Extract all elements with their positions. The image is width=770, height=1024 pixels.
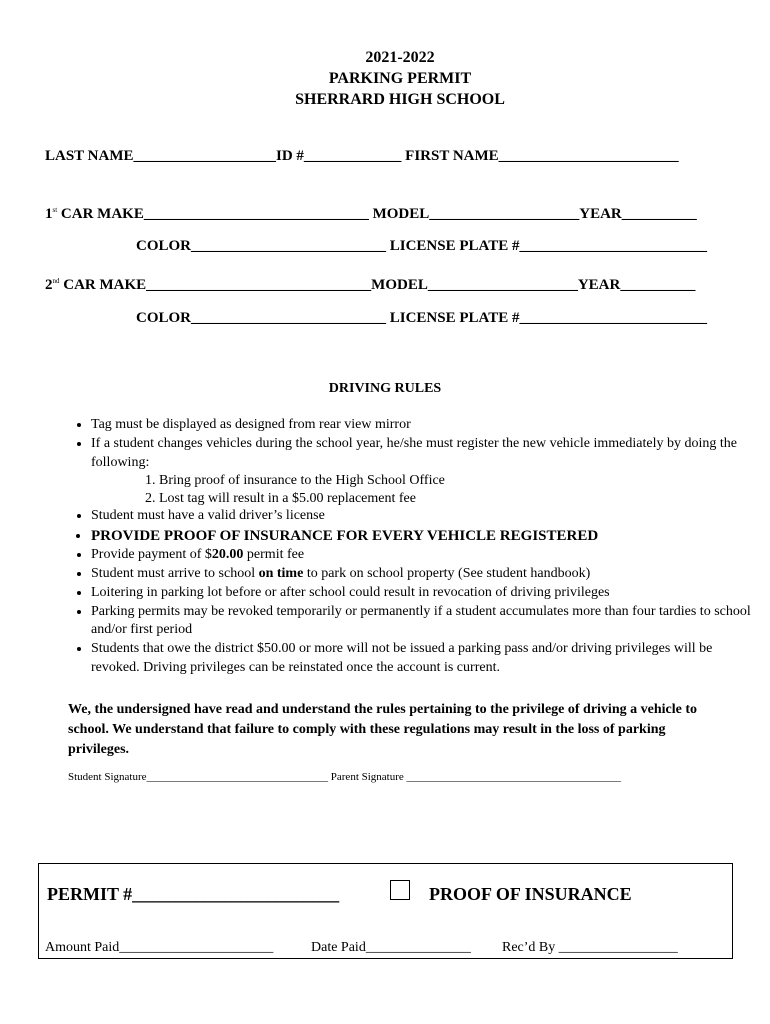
rule-item: • Student must have a valid driver’s license xyxy=(91,507,751,526)
car2-make-line[interactable] xyxy=(45,272,695,294)
rule-sub-item: 2. Lost tag will result in a $5.00 replacement fee xyxy=(159,490,751,508)
car2-make-text: CAR MAKE______________________________MODEL____________________YEAR__________ xyxy=(59,277,696,293)
car2-ordinal: nd xyxy=(52,277,60,285)
rule-item: • Tag must be displayed as designed from rear view mirror xyxy=(91,416,751,435)
rule-item-text: If a student changes vehicles during the school year, he/she must register the new vehicle immediately by doing the following: xyxy=(91,435,737,470)
amount-paid-field[interactable]: Amount Paid______________________ xyxy=(45,940,274,955)
office-use-box xyxy=(38,863,733,959)
header-school: SHERRARD HIGH SCHOOL xyxy=(295,91,505,108)
arrival-prefix: Student must arrive to school xyxy=(91,565,259,581)
car2-number: 2 xyxy=(45,277,53,293)
rule-item: • Students that owe the district $50.00 or more will not be issued a parking pass and/or driving privileges will be revoked. Driving privileges can be reinstated once the account is current. xyxy=(91,640,751,678)
name-id-line[interactable]: LAST NAME___________________ID #_____________ FIRST NAME________________________ xyxy=(45,148,679,164)
rule-item xyxy=(91,435,751,508)
agreement-text: We, the undersigned have read and understand the rules pertaining to the privilege of driving a vehicle to school. We understand that failure to comply with these regulations may result in the loss of parking privileges. xyxy=(68,702,697,757)
payment-suffix: permit fee xyxy=(243,547,305,563)
on-time: on time xyxy=(258,565,304,581)
date-paid-field[interactable]: Date Paid_______________ xyxy=(311,940,471,955)
header-year: 2021-2022 xyxy=(365,49,435,66)
rule-item: • Parking permits may be revoked temporarily or permanently if a student accumulates more than four tardies to school and/or first period xyxy=(91,603,751,641)
rule-item: • Loitering in parking lot before or after school could result in revocation of driving privileges xyxy=(91,584,751,603)
rule-sub-list xyxy=(91,472,751,507)
rule-item-insurance: • PROVIDE PROOF OF INSURANCE FOR EVERY VEHICLE REGISTERED xyxy=(91,526,751,546)
car1-ordinal: st xyxy=(52,206,58,214)
rules-list xyxy=(64,416,751,678)
rules-heading: DRIVING RULES xyxy=(328,381,442,396)
header-title: PARKING PERMIT xyxy=(328,70,472,87)
signature-line[interactable]: Student Signature_________________________________ Parent Signature _______________________________________ xyxy=(68,771,622,783)
car1-number: 1 xyxy=(45,206,53,222)
proof-of-insurance-label: PROOF OF INSURANCE xyxy=(429,884,632,904)
car1-color-line[interactable]: COLOR__________________________ LICENSE PLATE #_________________________ xyxy=(136,238,708,254)
rule-sub-item: 1. Bring proof of insurance to the High School Office xyxy=(159,472,751,490)
received-by-field[interactable]: Rec’d By _________________ xyxy=(502,940,678,955)
car1-make-line[interactable] xyxy=(45,201,697,223)
permit-number-field[interactable]: PERMIT #_______________________ xyxy=(47,884,340,904)
proof-of-insurance-checkbox[interactable] xyxy=(390,880,410,900)
payment-amount: 20.00 xyxy=(211,547,244,563)
rule-item-payment xyxy=(91,546,751,565)
payment-prefix: Provide payment of $ xyxy=(91,547,212,563)
car1-make-text: CAR MAKE______________________________ MODEL____________________YEAR__________ xyxy=(57,206,697,222)
car2-color-line[interactable]: COLOR__________________________ LICENSE PLATE #_________________________ xyxy=(136,310,708,326)
rule-item-arrival xyxy=(91,565,751,584)
arrival-suffix: to park on school property (See student handbook) xyxy=(303,565,591,581)
